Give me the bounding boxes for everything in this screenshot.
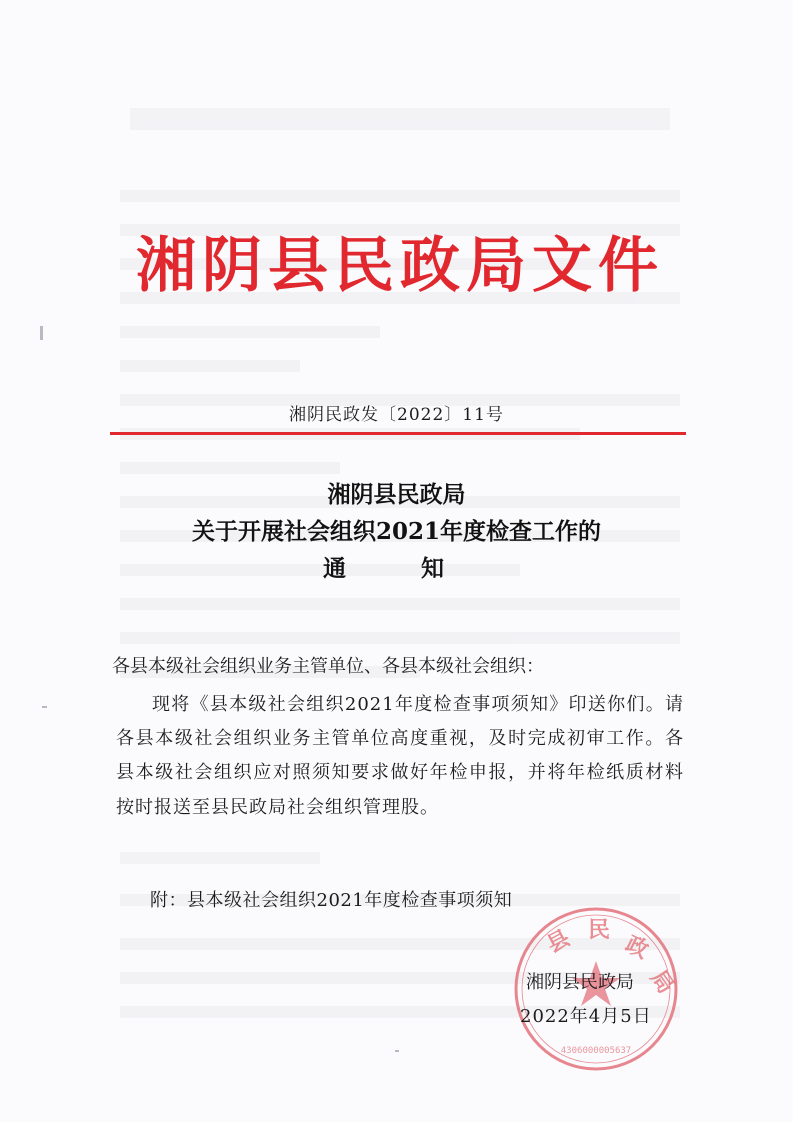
svg-text:局: 局 — [645, 965, 680, 999]
svg-text:县: 县 — [542, 925, 575, 959]
issuer-signature: 湘阴县民政局 — [526, 972, 634, 993]
notice-title-line-2: 关于开展社会组织2021年度检查工作的 — [191, 518, 601, 545]
svg-text:政: 政 — [621, 931, 653, 965]
notice-title — [100, 476, 693, 587]
red-divider-line — [110, 432, 686, 435]
notice-title-line-1: 湘阴县民政局 — [327, 481, 466, 508]
addressee: 各县本级社会组织业务主管单位、各县本级社会组织： — [112, 656, 544, 677]
document-number: 湘阴民政发〔2022〕11号 — [289, 405, 504, 425]
document-header-title: 湘阴县民政局文件 — [136, 231, 664, 301]
attachment-note: 附：县本级社会组织2021年度检查事项须知 — [150, 890, 513, 911]
svg-text:民: 民 — [588, 917, 611, 943]
notice-title-line-3: 通 知 — [323, 555, 470, 582]
body-paragraph: 现将《县本级社会组织2021年度检查事项须知》印送你们。请各县本级社会组织业务主管单位高度重视，及时完成初审工作。各县本级社会组织应对照须知要求做好年检申报，并将年检纸质材料按时报送至县民政局社会组织管理股。 — [116, 694, 684, 818]
scan-mark — [395, 1050, 399, 1052]
scan-mark — [40, 326, 43, 340]
scan-mark — [42, 706, 47, 708]
issue-date: 2022年4月5日 — [520, 1006, 652, 1027]
svg-text:4306000005637: 4306000005637 — [560, 1046, 632, 1056]
